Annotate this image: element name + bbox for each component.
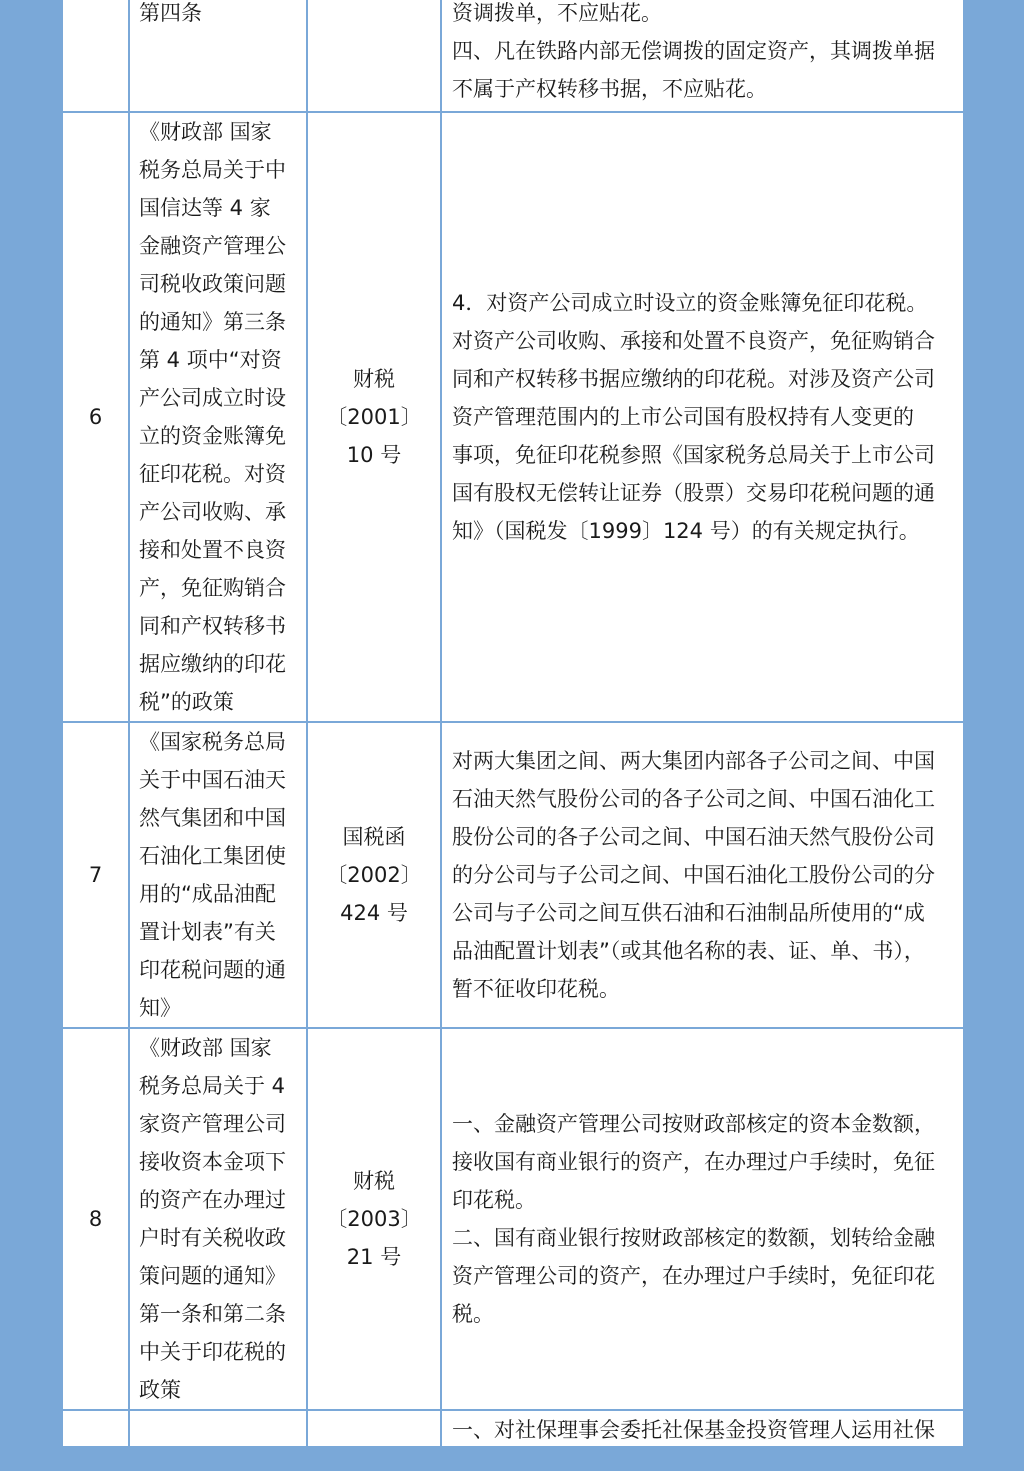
policy-content-line: 4．对资产公司成立时设立的资金账簿免征印花税。 — [452, 291, 928, 315]
policy-name-line: 接和处置不良资 — [139, 538, 286, 562]
policy-content-line: 资产管理范围内的上市公司国有股权持有人变更的 — [452, 405, 914, 429]
document-number-cell — [307, 1410, 441, 1470]
policy-name-line: 知》 — [139, 996, 181, 1020]
policy-content-line: 股份公司的各子公司之间、中国石油天然气股份公司 — [452, 825, 935, 849]
policy-name-cell — [129, 1028, 307, 1410]
document-number-line: 〔2001〕 — [326, 405, 422, 429]
policy-name-line: 产，免征购销合 — [139, 576, 286, 600]
policy-name-cell — [129, 112, 307, 722]
policy-name-line: 关于中国石油天 — [139, 768, 286, 792]
policy-content-line: 不属于产权转移书据，不应贴花。 — [452, 77, 767, 101]
policy-content-line: 公司与子公司之间互供石油和石油制品所使用的“成 — [452, 901, 925, 925]
row-number: 6 — [62, 112, 129, 722]
policy-name-line: 《财政部 国家 — [139, 1036, 272, 1060]
policy-name-cell — [129, 722, 307, 1028]
row-number — [62, 1410, 129, 1470]
table-row — [62, 1410, 964, 1470]
policy-content-line: 对资产公司收购、承接和处置不良资产，免征购销合 — [452, 329, 935, 353]
table-row — [62, 722, 964, 1028]
policy-content-line: 印花税。 — [452, 1188, 536, 1212]
table-row — [62, 1028, 964, 1410]
policy-name-line: 第一条和第二条 — [139, 1302, 286, 1326]
policy-name-line: 石油化工集团使 — [139, 844, 286, 868]
policy-content-line: 暂不征收印花税。 — [452, 977, 620, 1001]
policy-name-line: 政策 — [139, 1378, 181, 1402]
policy-name-line: 用的“成品油配 — [139, 882, 276, 906]
policy-content-line: 接收国有商业银行的资产，在办理过户手续时，免征 — [452, 1150, 935, 1174]
policy-name-line: 家资产管理公司 — [139, 1112, 286, 1136]
policy-content-line: 二、国有商业银行按财政部核定的数额，划转给金融 — [452, 1226, 935, 1250]
policy-content-cell — [441, 112, 964, 722]
policy-name-line: 中关于印花税的 — [139, 1340, 286, 1364]
policy-name-line: 户时有关税收政 — [139, 1226, 286, 1250]
policy-name-line: 国信达等 4 家 — [139, 196, 271, 220]
policy-name-line: 接收资本金项下 — [139, 1150, 286, 1174]
document-number-line: 10 号 — [346, 443, 402, 467]
document-number-line: 21 号 — [346, 1245, 402, 1269]
policy-content-line: 税。 — [452, 1302, 494, 1326]
row-number: 7 — [62, 722, 129, 1028]
policy-name-line: 征印花税。对资 — [139, 462, 286, 486]
document-number-cell — [307, 112, 441, 722]
policy-content-line: 品油配置计划表”（或其他名称的表、证、单、书）， — [452, 939, 925, 963]
row-number — [62, 0, 129, 112]
policy-content-cell — [441, 1028, 964, 1410]
policy-name-line: 策问题的通知》 — [139, 1264, 286, 1288]
row-number: 8 — [62, 1028, 129, 1410]
policy-content-line: 石油天然气股份公司的各子公司之间、中国石油化工 — [452, 787, 935, 811]
policy-content-line: 知》（国税发〔1999〕124 号）的有关规定执行。 — [452, 519, 920, 543]
policy-name-line: 据应缴纳的印花 — [139, 652, 286, 676]
policy-content-line: 的分公司与子公司之间、中国石油化工股份公司的分 — [452, 863, 935, 887]
policy-content-line: 对两大集团之间、两大集团内部各子公司之间、中国 — [452, 749, 935, 773]
policy-name-line: 金融资产管理公 — [139, 234, 286, 258]
document-number-cell — [307, 0, 441, 112]
policy-name-cell — [129, 1410, 307, 1470]
policy-name-line: 第 4 项中“对资 — [139, 348, 282, 372]
policy-name-line: 的资产在办理过 — [139, 1188, 286, 1212]
document-number-line: 财税 — [353, 367, 395, 391]
policy-name-line: 税务总局关于 4 — [139, 1074, 286, 1098]
policy-name-line: 司税收政策问题 — [139, 272, 286, 296]
policy-name-line: 置计划表”有关 — [139, 920, 276, 944]
policy-content-line: 资调拨单，不应贴花。 — [452, 1, 662, 25]
policy-content-line: 四、凡在铁路内部无偿调拨的固定资产，其调拨单据 — [452, 39, 935, 63]
policy-content-line: 一、对社保理事会委托社保基金投资管理人运用社保 — [452, 1418, 935, 1442]
document-number-line: 财税 — [353, 1169, 395, 1193]
document-number-line: 424 号 — [340, 901, 408, 925]
policy-content-cell — [441, 722, 964, 1028]
policy-name-line: 立的资金账簿免 — [139, 424, 286, 448]
policy-content-line: 资产管理公司的资产，在办理过户手续时，免征印花 — [452, 1264, 935, 1288]
policy-name-line: 税务总局关于中 — [139, 158, 286, 182]
policy-name-line: 然气集团和中国 — [139, 806, 286, 830]
policy-name-line: 《财政部 国家 — [139, 120, 272, 144]
policy-name-cell — [129, 0, 307, 112]
policy-name-line: 《国家税务总局 — [139, 730, 286, 754]
table-row — [62, 112, 964, 722]
policy-content-line: 国有股权无偿转让证券（股票）交易印花税问题的通 — [452, 481, 935, 505]
policy-content-cell — [441, 1410, 964, 1470]
policy-content-cell — [441, 0, 964, 112]
policy-name-line: 的通知》第三条 — [139, 310, 286, 334]
policy-name-line: 印花税问题的通 — [139, 958, 286, 982]
document-number-line: 国税函 — [342, 825, 406, 849]
policy-name-line: 同和产权转移书 — [139, 614, 286, 638]
policy-name-line: 产公司收购、承 — [139, 500, 286, 524]
document-number-cell — [307, 722, 441, 1028]
policy-table — [61, 0, 965, 1471]
policy-content-line: 一、金融资产管理公司按财政部核定的资本金数额， — [452, 1112, 935, 1136]
policy-content-line: 事项，免征印花税参照《国家税务总局关于上市公司 — [452, 443, 935, 467]
policy-content-line: 同和产权转移书据应缴纳的印花税。对涉及资产公司 — [452, 367, 935, 391]
document-number-line: 〔2003〕 — [326, 1207, 422, 1231]
policy-name-line: 产公司成立时设 — [139, 386, 286, 410]
policy-name-line: 第四条 — [139, 1, 202, 25]
document-number-cell — [307, 1028, 441, 1410]
policy-name-line: 税”的政策 — [139, 690, 234, 714]
document-number-line: 〔2002〕 — [326, 863, 422, 887]
table-row — [62, 0, 964, 112]
